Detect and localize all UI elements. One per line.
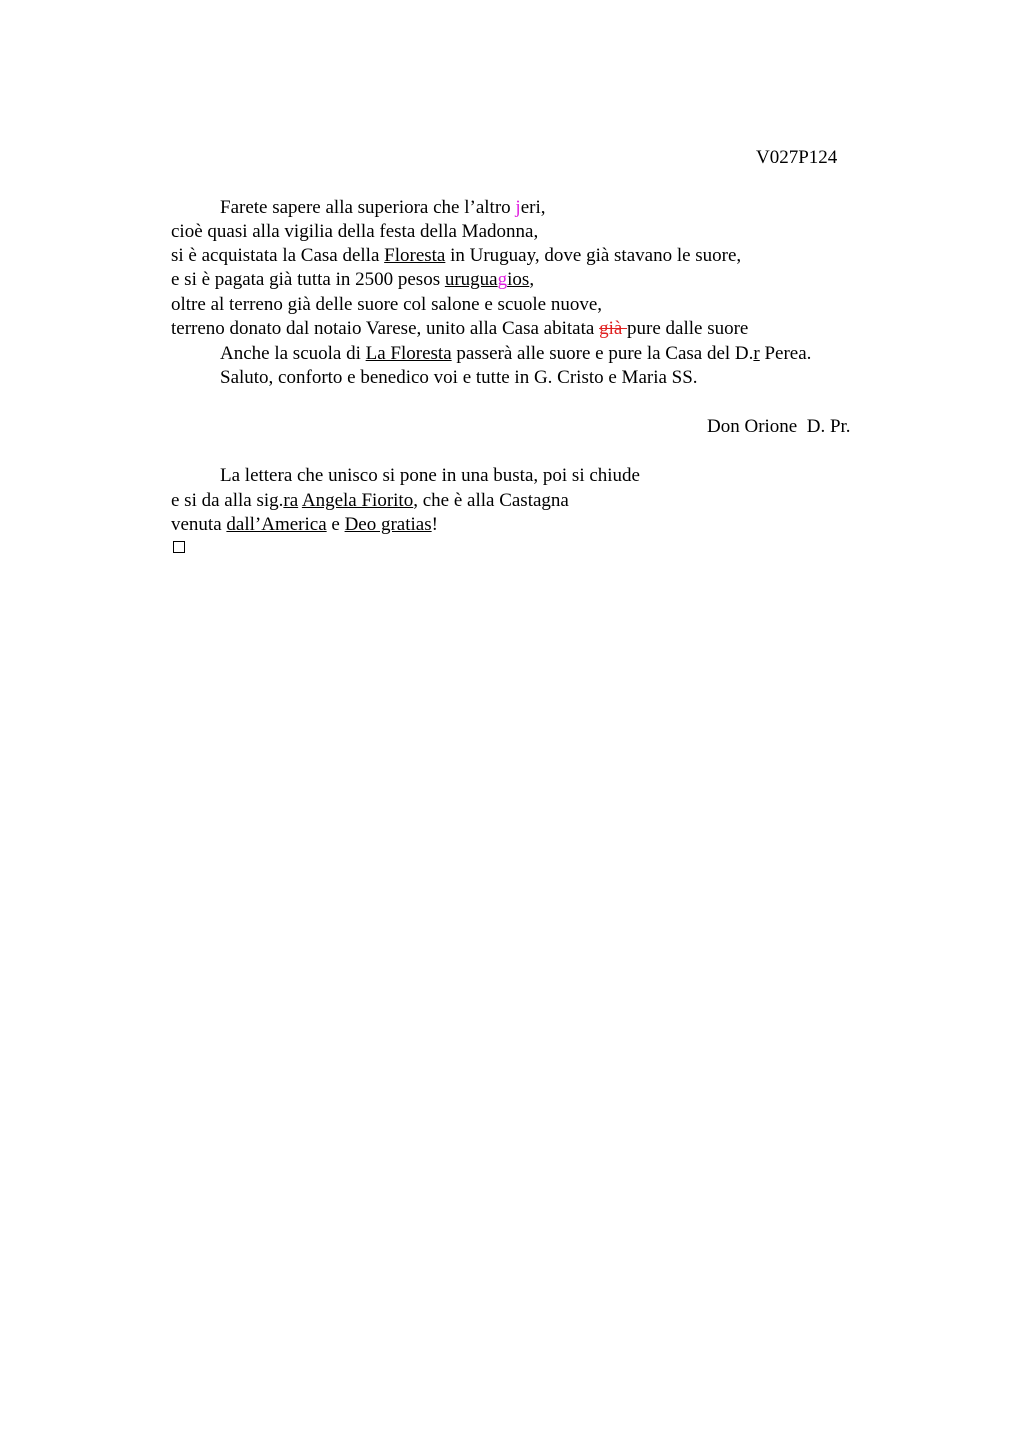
postscript-line-2 — [171, 489, 569, 513]
letter-line-6 — [171, 317, 748, 341]
postscript-line-1: La lettera che unisco si pone in una busta, poi si chiude — [220, 465, 640, 486]
inserted-letter: j — [515, 197, 521, 218]
letter-line-7-mid: passerà alle suore e pure la Casa del D. — [451, 343, 754, 364]
underlined-angela-fiorito: Angela Fiorito — [301, 490, 414, 511]
postscript-line-3 — [171, 513, 438, 537]
signature: Don Orione D. Pr. — [707, 416, 851, 437]
postscript-line-3-text: venuta — [171, 514, 227, 535]
letter-line-3-text: si è acquistata la Casa della — [171, 245, 385, 266]
underlined-superscript-r: r — [753, 343, 760, 364]
letter-line-8: Saluto, conforto e benedico voi e tutte in G. Cristo e Maria SS. — [220, 367, 698, 388]
letter-line-3-end: in Uruguay, dove già stavano le suore, — [445, 245, 742, 266]
letter-line-7-text: Anche la scuola di — [220, 343, 366, 364]
underlined-ios: ios — [507, 269, 530, 290]
end-marker-box — [173, 541, 185, 553]
letter-line-1 — [220, 196, 545, 220]
letter-line-2: cioè quasi alla vigilia della festa della Madonna, — [171, 221, 539, 242]
postscript-line-2-text: e si da alla sig. — [171, 490, 284, 511]
letter-line-3 — [171, 244, 741, 268]
underlined-urugua: urugua — [444, 269, 498, 290]
letter-line-4 — [171, 268, 534, 292]
letter-line-6-text: terreno donato dal notaio Varese, unito alla Casa abitata — [171, 318, 600, 339]
postscript-line-3-mid: e — [326, 514, 345, 535]
letter-line-7-end: Perea. — [759, 343, 812, 364]
underlined-dall-america: dall’America — [226, 514, 327, 535]
underlined-floresta: Floresta — [384, 245, 446, 266]
letter-line-1-text: Farete sapere alla superiora che l’altro — [220, 197, 516, 218]
letter-line-5: oltre al terreno già delle suore col salone e scuole nuove, — [171, 294, 603, 315]
letter-line-7 — [220, 342, 811, 366]
underlined-deo-gratias: Deo gratias — [344, 514, 432, 535]
underlined-la-floresta: La Floresta — [365, 343, 452, 364]
letter-line-6-end: pure dalle suore — [627, 318, 749, 339]
document-reference: V027P124 — [756, 147, 838, 168]
letter-line-4-end: , — [529, 269, 535, 290]
inserted-letter-g: g — [497, 269, 508, 290]
deleted-word: già — [599, 318, 628, 339]
postscript-line-3-end: ! — [431, 514, 438, 535]
letter-line-4-text: e si è pagata già tutta in 2500 pesos — [171, 269, 445, 290]
letter-line-1-end: eri, — [520, 197, 546, 218]
underlined-ra: ra — [283, 490, 299, 511]
postscript-line-2-end: , che è alla Castagna — [413, 490, 569, 511]
